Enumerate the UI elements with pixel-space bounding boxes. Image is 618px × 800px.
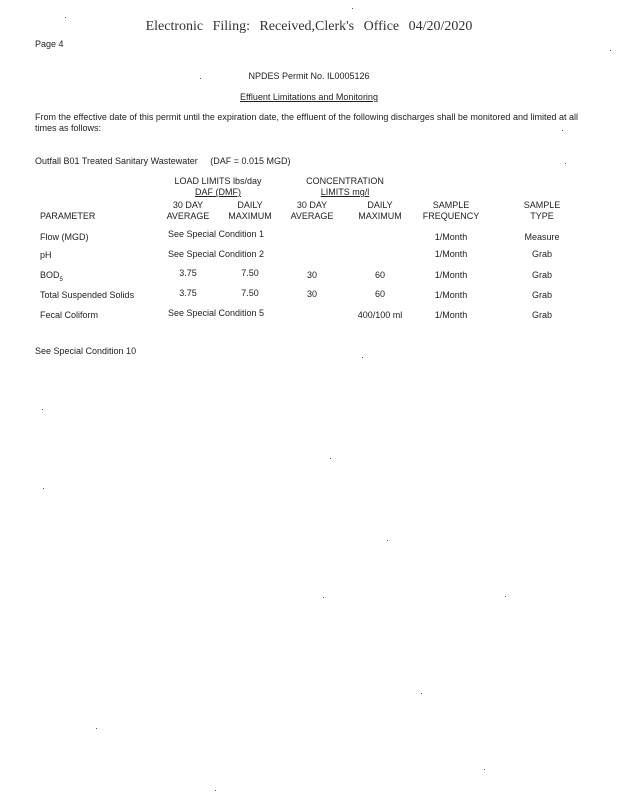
scan-speck — [200, 78, 201, 79]
row-tss-parameter: Total Suspended Solids — [40, 290, 135, 300]
row-flow-type: Measure — [524, 232, 560, 242]
page-label: Page 4 — [35, 39, 64, 49]
header-parameter: PARAMETER — [40, 211, 96, 221]
row-bod5-conc-daily: 60 — [374, 270, 385, 280]
row-fecal-frequency: 1/Month — [434, 310, 468, 320]
header-line: AVERAGE — [166, 211, 210, 221]
row-fecal-special-condition: See Special Condition 5 — [168, 308, 265, 318]
header-line: TYPE — [530, 211, 554, 221]
header-conc-30-day-average — [282, 200, 342, 222]
row-tss-frequency: 1/Month — [434, 290, 468, 300]
electronic-filing-stamp: Electronic Filing: Received,Clerk's Office 04/20/2020 — [145, 19, 473, 34]
scan-speck — [421, 693, 422, 694]
header-conc-daily-maximum — [350, 200, 410, 222]
row-bod5-type: Grab — [531, 270, 552, 280]
header-line: FREQUENCY — [422, 211, 480, 221]
scan-speck — [96, 728, 97, 729]
scan-speck — [565, 163, 566, 164]
concentration-group-header — [290, 176, 400, 198]
row-ph-parameter: pH — [40, 250, 52, 260]
header-line: MAXIMUM — [228, 211, 272, 221]
row-ph-frequency: 1/Month — [434, 249, 468, 259]
header-line: DAILY — [367, 200, 393, 210]
row-bod5-load-30: 3.75 — [179, 268, 197, 278]
scan-speck — [562, 130, 563, 131]
scan-speck — [330, 458, 331, 459]
row-tss-load-30: 3.75 — [179, 288, 197, 298]
row-tss-load-daily: 7.50 — [241, 288, 259, 298]
scan-speck — [387, 540, 388, 541]
row-bod5-frequency: 1/Month — [434, 270, 468, 280]
header-line: DAILY — [237, 200, 263, 210]
header-line: SAMPLE — [432, 200, 470, 210]
scan-speck — [215, 790, 216, 791]
scan-speck — [352, 8, 353, 9]
header-load-daily-maximum — [220, 200, 280, 222]
row-fecal-parameter: Fecal Coliform — [40, 310, 99, 320]
footer-note: See Special Condition 10 — [35, 346, 137, 356]
row-bod5-load-daily: 7.50 — [241, 268, 259, 278]
row-tss-conc-daily: 60 — [374, 289, 385, 299]
load-limits-subtitle: DAF (DMF) — [195, 187, 241, 197]
row-fecal-conc-daily: 400/100 ml — [357, 310, 403, 320]
scan-speck — [323, 597, 324, 598]
intro-paragraph: From the effective date of this permit until the expiration date, the effluent of the following discharges shall be monitored and limited at all times as follows: — [35, 112, 578, 133]
scan-speck — [484, 769, 485, 770]
row-bod5-conc-30: 30 — [306, 270, 317, 280]
scan-speck — [505, 596, 506, 597]
header-line: SAMPLE — [523, 200, 561, 210]
row-tss-conc-30: 30 — [306, 289, 317, 299]
scan-speck — [610, 50, 611, 51]
row-fecal-type: Grab — [531, 310, 552, 320]
outfall-heading — [35, 156, 291, 166]
section-title: Effluent Limitations and Monitoring — [240, 92, 378, 102]
row-ph-special-condition: See Special Condition 2 — [168, 249, 265, 259]
header-sample-type — [510, 200, 574, 222]
load-limits-group-header — [158, 176, 278, 198]
outfall-flow: (DAF = 0.015 MGD) — [210, 156, 291, 166]
row-flow-frequency: 1/Month — [434, 232, 468, 242]
row-flow-parameter: Flow (MGD) — [40, 232, 89, 242]
concentration-title: CONCENTRATION — [306, 176, 384, 186]
row-ph-type: Grab — [531, 249, 552, 259]
scan-speck — [42, 409, 43, 410]
scan-speck — [362, 357, 363, 358]
header-line: MAXIMUM — [358, 211, 402, 221]
outfall-label: Outfall B01 Treated Sanitary Wastewater — [35, 156, 198, 166]
permit-number: NPDES Permit No. IL0005126 — [248, 71, 370, 81]
header-sample-frequency — [412, 200, 490, 222]
row-flow-special-condition: See Special Condition 1 — [168, 229, 265, 239]
concentration-subtitle: LIMITS mg/l — [320, 187, 370, 197]
header-line: AVERAGE — [290, 211, 334, 221]
header-load-30-day-average — [158, 200, 218, 222]
header-line: 30 DAY — [296, 200, 328, 210]
scan-speck — [65, 17, 66, 18]
row-bod5-parameter: $BOD_5$ — [40, 270, 63, 283]
scan-speck — [43, 488, 44, 489]
load-limits-title: LOAD LIMITS lbs/day — [174, 176, 262, 186]
row-tss-type: Grab — [531, 290, 552, 300]
header-line: 30 DAY — [172, 200, 204, 210]
